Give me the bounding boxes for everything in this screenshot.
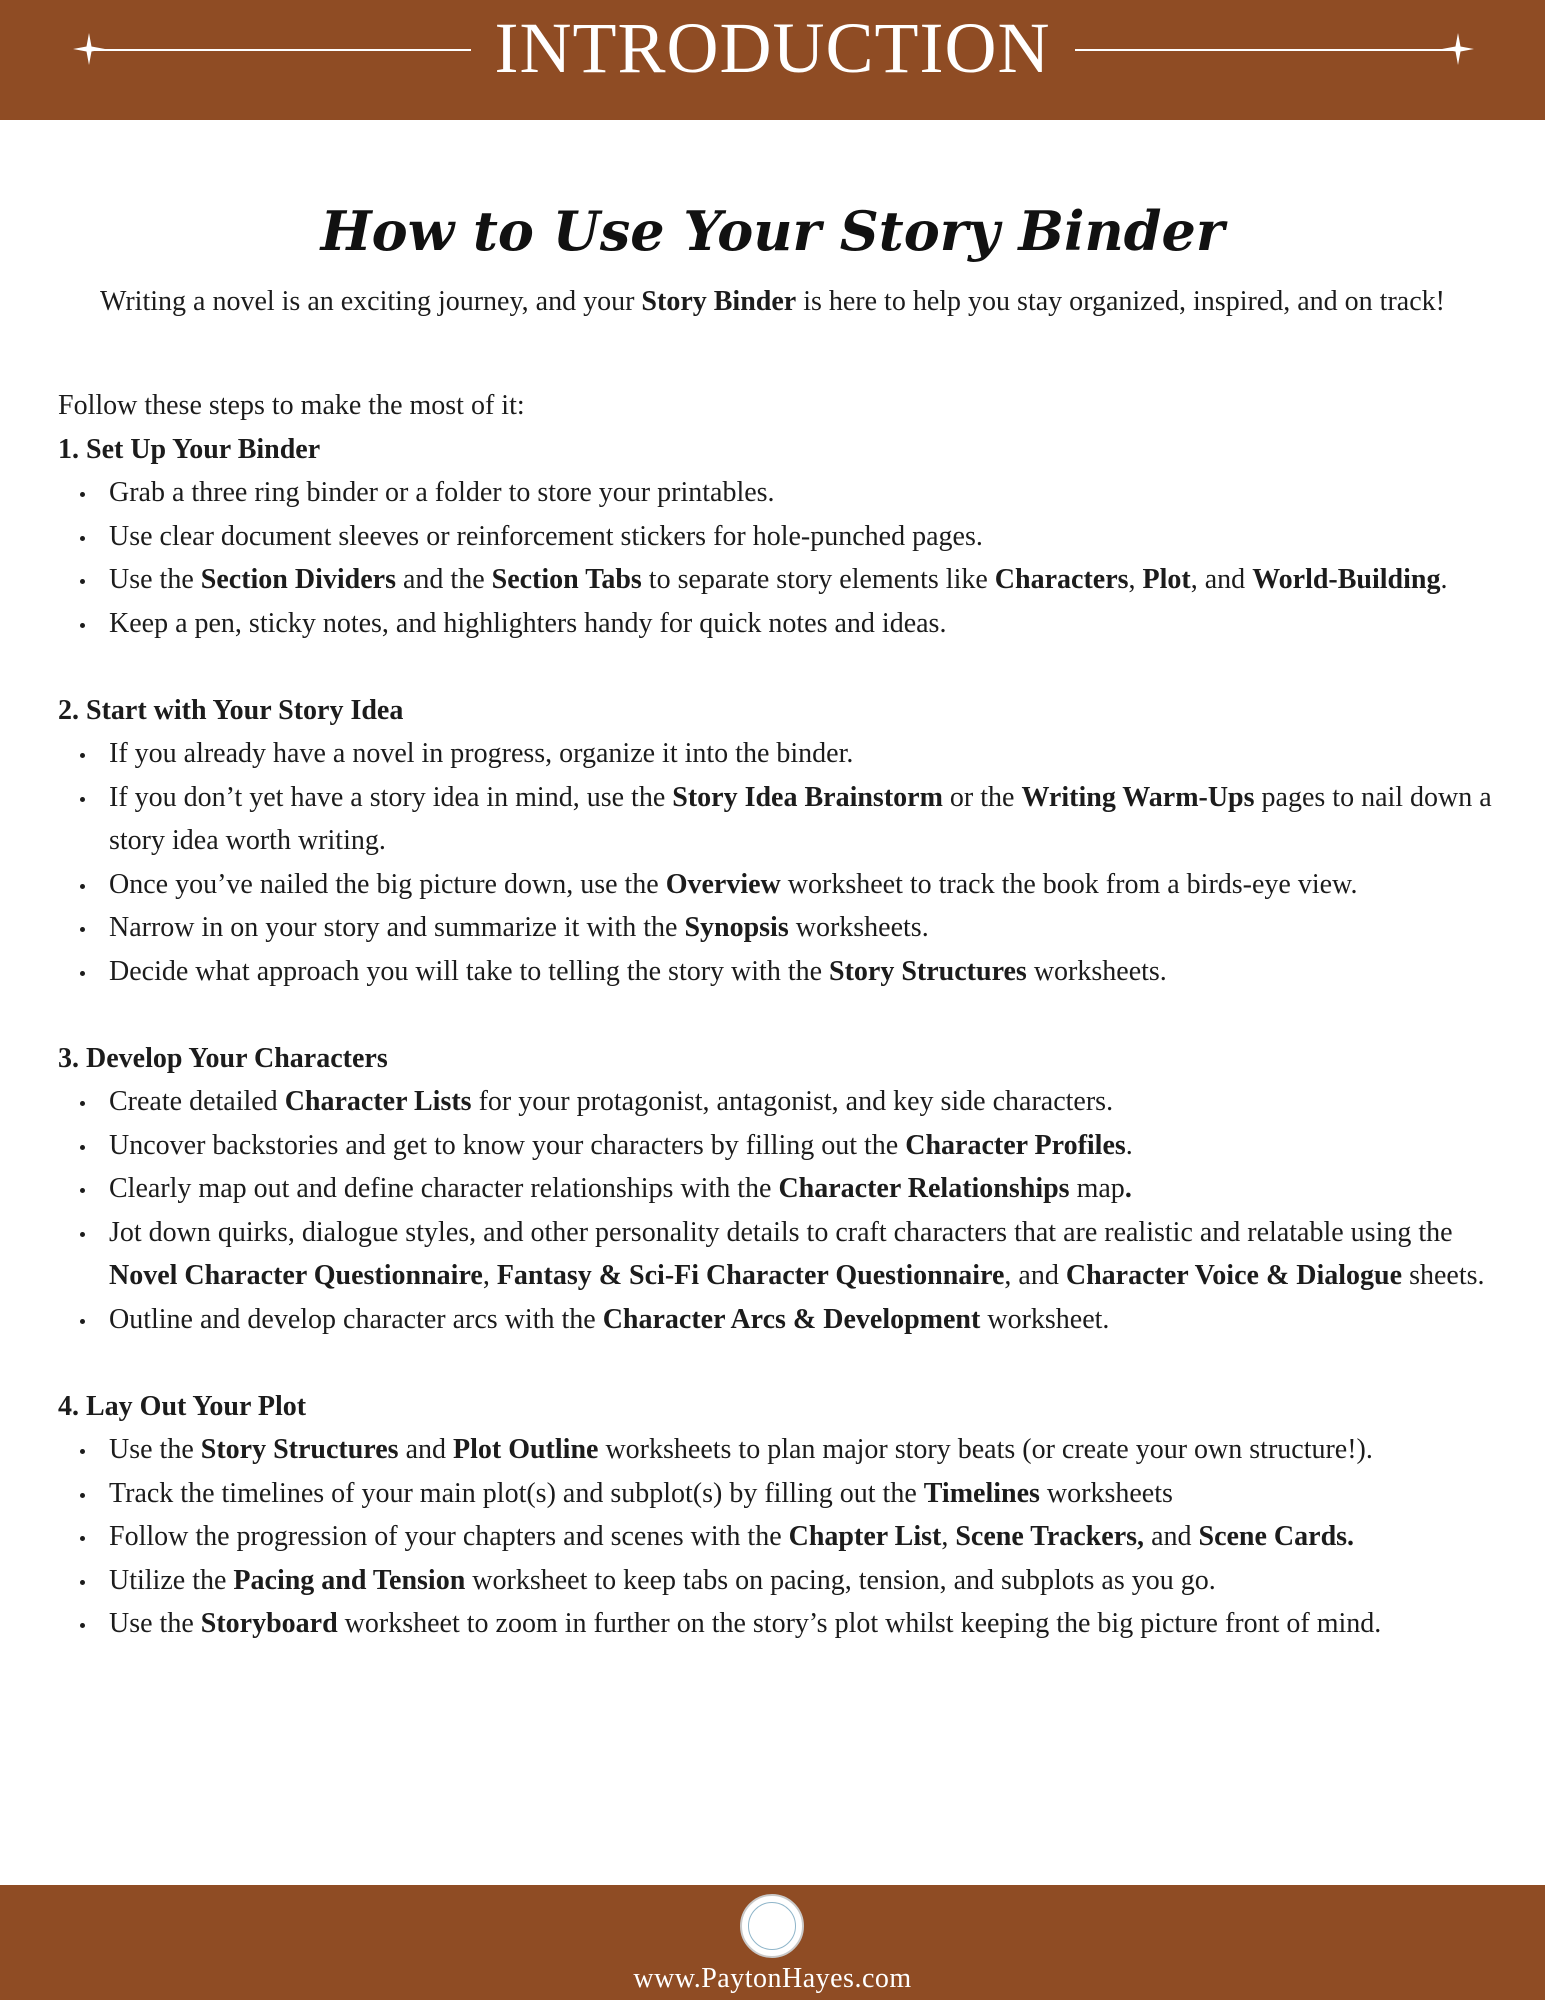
list-item [109,1472,1498,1516]
text-run: , and [1004,1260,1066,1291]
list-item [109,1167,1498,1211]
text-run: worksheet to zoom in further on the story’s plot whilst keeping the big picture front of mind. [337,1608,1382,1639]
text-run: to separate story elements like [641,564,995,595]
list-item [109,558,1498,602]
text-run: worksheets [1039,1477,1173,1509]
list-item [109,515,1498,559]
website-link[interactable]: www.PaytonHayes.com [633,1963,912,1994]
emphasis-text: Character Lists [284,1086,472,1117]
emphasis-text: Chapter List [788,1521,942,1552]
list-item [109,732,1498,776]
text-run: worksheet to keep tabs on pacing, tension, and subplots as you go. [465,1564,1216,1596]
list-item [109,1428,1498,1472]
list-item [109,1298,1498,1342]
text-run: and [1144,1521,1199,1552]
steps-content [58,384,1498,1646]
text-run: worksheets. [1026,955,1167,987]
emphasis-text: . [1124,1173,1132,1204]
emphasis-text: Fantasy & Sci-Fi Character Questionnaire [496,1260,1005,1291]
text-run: . [1440,564,1448,595]
text-run: or the [942,781,1022,813]
emphasis-text: Story Binder [641,286,797,317]
step-section [58,1037,1498,1342]
emphasis-text: Character Relationships [778,1173,1070,1204]
list-item [109,1602,1498,1646]
text-run: Follow the progression of your chapters and scenes with the [109,1521,789,1552]
section-header-title: INTRODUCTION [494,8,1051,88]
list-item [109,1211,1498,1298]
emphasis-text: World-Building [1252,564,1441,595]
text-run: Decide what approach you will take to telling the story with the [109,955,830,987]
list-item [109,471,1498,515]
step-section [58,1385,1498,1646]
text-run: Uncover backstories and get to know your characters by filling out the [109,1129,906,1161]
emphasis-text: Plot Outline [453,1434,599,1465]
step-heading: 2. Start with Your Story Idea [58,694,404,726]
emphasis-text: Story Structures [829,955,1027,987]
lead-text: Follow these steps to make the most of it: [58,390,525,421]
emphasis-text: Section Dividers [200,564,396,595]
bullet-list [58,471,1498,645]
text-run: Outline and develop character arcs with the [109,1303,603,1335]
text-run: Jot down quirks, dialogue styles, and other personality details to craft characters that are realistic and relatable using the [109,1216,1453,1248]
text-run: worksheets to plan major story beats (or create your own structure!). [598,1434,1373,1465]
text-run: Narrow in on your story and summarize it with the [109,912,685,943]
text-run: Grab a three ring binder or a folder to store your printables. [109,477,775,508]
text-run: Clearly map out and define character relationships with the [109,1173,779,1204]
text-run: If you don’t yet have a story idea in mind, use the [109,781,673,813]
list-item [109,602,1498,646]
text-run: sheets. [1402,1260,1485,1291]
logo-ring [748,1902,796,1950]
step-section [58,689,1498,994]
text-run: Use the [109,1434,201,1465]
intro-paragraph [70,280,1475,324]
text-run: . [1125,1129,1133,1161]
page-title: How to Use Your Story Binder [320,199,1225,264]
emphasis-text: Character Arcs & Development [602,1303,981,1335]
text-run: Create detailed [109,1086,285,1117]
text-run: , and [1190,564,1253,595]
list-item [109,776,1498,863]
emphasis-text: Section Tabs [491,564,642,595]
text-run: , [1128,564,1143,595]
text-run: , [941,1521,956,1552]
text-run: Once you’ve nailed the big picture down, use the [109,868,666,900]
text-run: is here to help you stay organized, inspired, and on track! [796,286,1445,317]
text-run: for your protagonist, antagonist, and key side characters. [471,1086,1114,1117]
emphasis-text: Character Profiles [905,1129,1126,1161]
emphasis-text: Character Voice & Dialogue [1065,1260,1403,1291]
list-item [109,1080,1498,1124]
author-logo [740,1894,804,1958]
emphasis-text: Characters [994,564,1129,595]
step-heading: 4. Lay Out Your Plot [58,1390,307,1422]
emphasis-text: Timelines [923,1477,1040,1509]
header-banner [0,0,1545,120]
steps-list [58,428,1498,1646]
text-run: worksheets. [788,912,929,943]
text-run: Use the [109,564,201,595]
list-item [109,863,1498,907]
emphasis-text: Story Idea Brainstorm [672,781,943,813]
emphasis-text: Storyboard [200,1608,338,1639]
text-run: worksheet to track the book from a birds-eye view. [780,868,1358,900]
text-run: If you already have a novel in progress, organize it into the binder. [109,738,854,769]
bullet-list [58,732,1498,993]
list-item [109,1559,1498,1603]
text-run: worksheet. [980,1303,1110,1335]
emphasis-text: Plot [1142,564,1191,595]
text-run: pages to nail down a story idea worth writing. [109,781,1492,856]
emphasis-text: Overview [665,868,781,900]
text-run: and [398,1434,453,1465]
text-run: Use clear document sleeves or reinforcement stickers for hole-punched pages. [109,520,983,552]
text-run: Use the [109,1608,201,1639]
emphasis-text: Novel Character Questionnaire [109,1260,483,1291]
text-run: Track the timelines of your main plot(s) and subplot(s) by filling out the [109,1477,924,1509]
text-run: Utilize the [109,1564,234,1596]
emphasis-text: Writing Warm-Ups [1021,781,1255,813]
bullet-list [58,1080,1498,1341]
text-run: map [1069,1173,1125,1204]
emphasis-text: Pacing and Tension [233,1564,466,1596]
step-section [58,428,1498,646]
emphasis-text: Synopsis [684,912,789,943]
emphasis-text: Story Structures [200,1434,399,1465]
list-item [109,950,1498,994]
bullet-list [58,1428,1498,1646]
text-run: Keep a pen, sticky notes, and highlighters handy for quick notes and ideas. [109,607,947,639]
step-heading: 1. Set Up Your Binder [58,433,321,465]
text-run: , [482,1260,497,1291]
step-heading: 3. Develop Your Characters [58,1042,388,1074]
text-run: Writing a novel is an exciting journey, and your [100,286,642,317]
text-run: and the [395,564,492,595]
emphasis-text: Scene Cards. [1198,1521,1355,1552]
list-item [109,1515,1498,1559]
list-item [109,906,1498,950]
list-item [109,1124,1498,1168]
emphasis-text: Scene Trackers, [955,1521,1145,1552]
